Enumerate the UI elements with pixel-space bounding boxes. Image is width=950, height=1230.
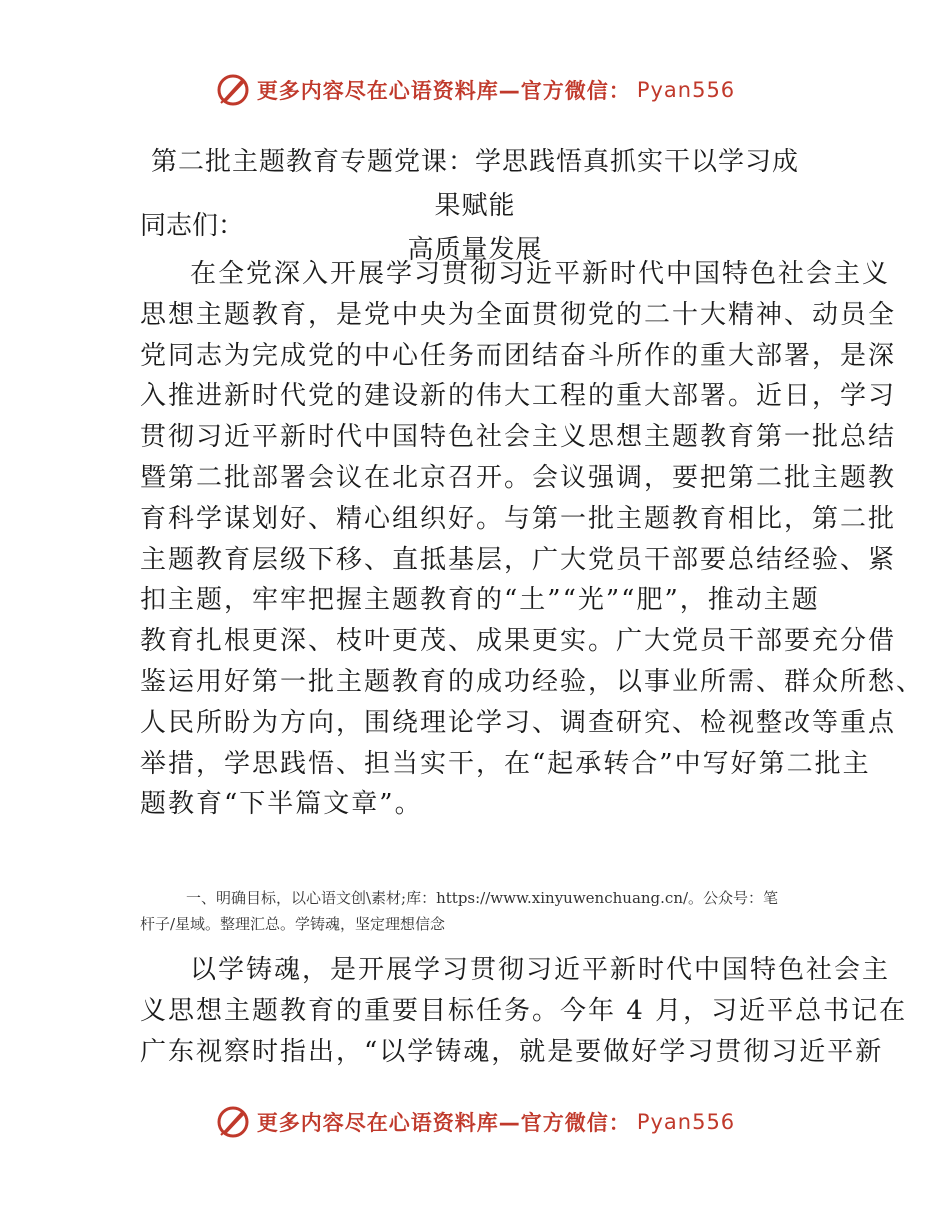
text-line: 人民所盼为方向，围绕理论学习、调查研究、检视整改等重点	[140, 707, 897, 738]
text-line: 广东视察时指出，“以学铸魂，就是要做好学习贯彻习近平新	[140, 1036, 884, 1067]
text-line: 主题教育层级下移、直抵基层，广大党员干部要总结经验、紧	[140, 544, 897, 575]
banner-text: 更多内容尽在心语资料库—官方微信：	[256, 79, 631, 103]
text-line: 暨第二批部署会议在北京召开。会议强调，要把第二批主题教	[140, 462, 897, 493]
text-line: 扣主题，牢牢把握主题教育的“土”“光”“肥”，推动主题	[140, 585, 820, 616]
text-line: 题教育“下半篇文章”。	[140, 789, 423, 820]
paragraph-section-1	[140, 950, 908, 1072]
banner-wechat-handle: Pyan556	[636, 78, 736, 102]
text-line: 贯彻习近平新时代中国特色社会主义思想主题教育第一批总结	[140, 422, 897, 453]
text-line: 育科学谋划好、精心组织好。与第一批主题教育相比，第二批	[140, 503, 897, 534]
text-line: 党同志为完成党的中心任务而团结奋斗所作的重大部署，是深	[140, 340, 897, 371]
heading-line: 一、明确目标，以心语文创\素材;库：https://www.xinyuwenchuang.cn/。公众号：笔	[186, 889, 779, 907]
text-line: 思想主题教育，是党中央为全面贯彻党的二十大精神、动员全	[140, 299, 897, 330]
header-banner	[0, 68, 950, 112]
heading-line: 杆子/星域。整理汇总。学铸魂，坚定理想信念	[140, 915, 446, 933]
text-line: 教育扎根更深、枝叶更茂、成果更实。广大党员干部要充分借	[140, 626, 897, 657]
banner-text: 更多内容尽在心语资料库—官方微信：	[256, 1111, 631, 1135]
footer-banner	[0, 1100, 950, 1144]
text-line: 在全党深入开展学习贯彻习近平新时代中国特色社会主义	[190, 259, 891, 289]
title-line: 高质量发展	[407, 235, 543, 265]
banner-wechat-handle: Pyan556	[636, 1110, 736, 1134]
text-line: 以学铸魂，是开展学习贯彻习近平新时代中国特色社会主	[190, 955, 891, 985]
quill-logo-icon	[215, 72, 251, 108]
quill-logo-icon	[215, 1104, 251, 1140]
text-line: 入推进新时代党的建设新的伟大工程的重大部署。近日，学习	[140, 381, 897, 412]
text-line: 举措，学思践悟、担当实干，在“起承转合”中写好第二批主	[140, 748, 871, 779]
title-line: 第二批主题教育专题党课：学思践悟真抓实干以学习成果赋能	[150, 147, 799, 221]
text-line: 义思想主题教育的重要目标任务。今年 4 月，习近平总书记在	[140, 995, 908, 1026]
greeting: 同志们：	[140, 211, 245, 241]
section-heading-1	[140, 885, 812, 937]
text-line: 鉴运用好第一批主题教育的成功经验，以事业所需、群众所愁、	[140, 666, 925, 697]
paragraph-intro	[140, 254, 925, 825]
